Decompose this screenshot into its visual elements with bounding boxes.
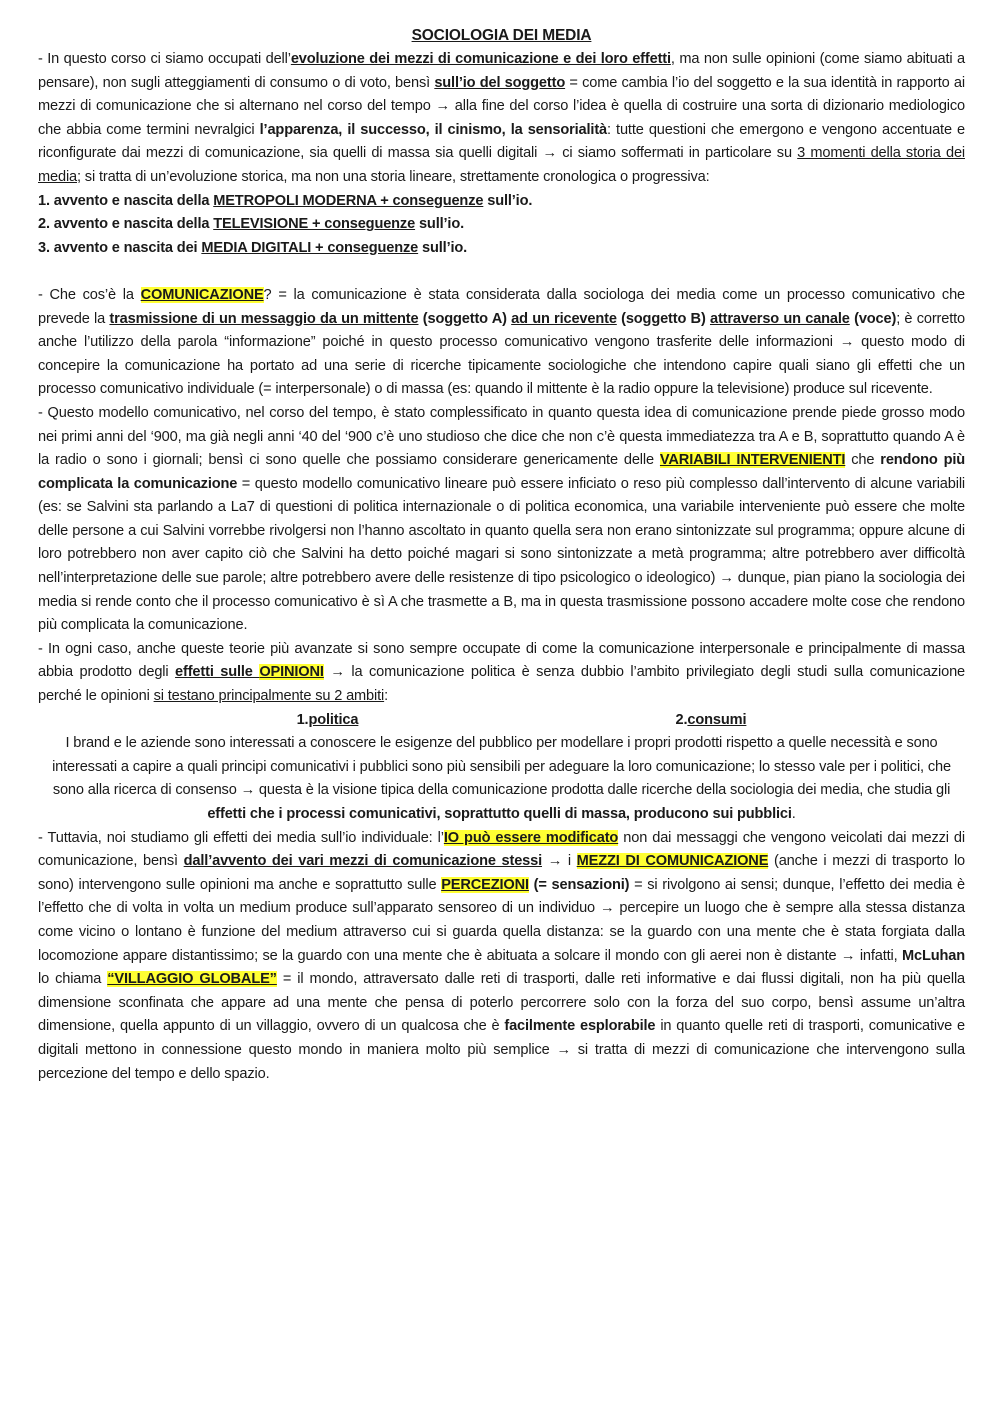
text-span: → la comunicazione politica è senza dubbio l’ambito privilegiato degli studi sulla comunicazione perché le opinioni (38, 664, 966, 705)
text-span: 3. avvento e nascita dei (38, 239, 202, 256)
text-span: TELEVISIONE + conseguenze (213, 216, 416, 233)
text-span: 1. (296, 711, 309, 728)
document-page (38, 24, 965, 1086)
text-span: politica (308, 711, 359, 728)
text-span: I brand e le aziende sono interessati a conoscere le esigenze del pubblico per modellare i propri prodotti rispetto a quelle necessità e sono interessati a capire a quali principi comunicativi i pubblici sono più sensibili per adeguare la loro comunicazione; lo stesso vale per i politici, che sono alla ricerca di consenso → questa è la visione tipica della comunicazione prodotta dalle ricerche della sociologia dei media, che studia gli (52, 735, 951, 799)
list-item (38, 213, 965, 237)
text-span: facilmente esplorabile (504, 1018, 656, 1035)
text-span: dall’avvento dei vari mezzi di comunicazione stessi (183, 853, 543, 870)
text-span: in quanto quelle reti di trasporti, comunicative e digitali mettono in connessione questo mondo in maniera molto più semplice → si tratta di mezzi di comunicazione che intervengono sulla percezione del tempo e dello spazio. (38, 1018, 965, 1082)
text-span: consumi (687, 711, 747, 728)
text-span: - In ogni caso, anche queste teorie più avanzate si sono sempre occupate di come la comunicazione interpersonale e principalmente di massa abbia prodotto degli (38, 640, 965, 681)
ambito-consumi (676, 709, 747, 733)
text-span: ; si tratta di un’evoluzione storica, ma non una storia lineare, strettamente cronologica o progressiva: (77, 168, 710, 185)
text-span: = questo modello comunicativo lineare può essere inficiato o reso più complesso dall’intervento di alcune variabili (es: se Salvini sta parlando a La7 di questioni di politica internazionale o di politica economica, una variabile interveniente può essere che molte delle persone a cui Salvini vorrebbe rivolgersi non l’hanno ascoltato in quanto quella sera non erano sintonizzate sul programma; oppure alcune di loro potrebbero non aver capito ciò che Salvini ha detto poiché magari si sono sintonizzate a metà programma; altre potrebbero aver difficoltà nell’interpretazione delle sue parole; altre potrebbero avere delle resistenze di tipo psicologico o ideologico) → dunque, pian piano la sociologia dei media si rende conto che il processo comunicativo è sì A che trasmette a B, ma in questa trasmissione possono accadere molte cose che rendono più complicata la comunicazione. (38, 475, 965, 634)
text-span: → i (542, 853, 577, 870)
text-span: l’apparenza, il successo, il cinismo, la sensorialità (259, 121, 608, 138)
text-span: 3 momenti della storia dei media (38, 145, 965, 185)
text-span: ? = la comunicazione è stata considerata dalla sociologa dei media come un processo comunicativo che prevede la (38, 286, 965, 327)
text-span: trasmissione di un messaggio da un mittente (109, 310, 419, 327)
text-span: - In questo corso ci siamo occupati dell’ (38, 51, 291, 67)
highlighted-term: “VILLAGGIO GLOBALE” (107, 971, 277, 988)
text-span: - Tuttavia, noi studiamo gli effetti dei media sull’io individuale: l’ (38, 829, 444, 846)
paragraph-tuttavia (38, 827, 965, 1087)
text-span: (voce) (849, 310, 897, 327)
text-span: 2. (675, 711, 688, 728)
highlighted-term: VARIABILI INTERVENIENTI (659, 452, 846, 469)
text-span: effetti sulle (175, 664, 260, 681)
text-span: 2. avvento e nascita della (38, 216, 214, 233)
paragraph-intro (38, 48, 965, 190)
highlighted-term: OPINIONI (259, 664, 324, 681)
text-span: , ma non sulle opinioni (come siamo abituati a pensare), non sugli atteggiamenti di consumo o di voto, bensì (38, 51, 965, 91)
document-title: SOCIOLOGIA DEI MEDIA (411, 27, 592, 44)
text-span: sull’io. (418, 239, 468, 256)
text-span: MEDIA DIGITALI + conseguenze (201, 239, 419, 256)
highlighted-term: MEZZI DI COMUNICAZIONE (576, 853, 769, 870)
text-span: = si rivolgono ai sensi; dunque, l’effetto dei media è l’effetto che di volta in volta un medium produce sull’apparato sensoreo di un individuo → percepire un luogo che è sempre alla stessa distanza come vicino o lontano è funzione del medium attraverso cui si guarda quella distanza: se la guardo con una mente che è stata forgiata dalla locomozione appare distantissimo; se la guardo con una mente che è abituata a solcare il mondo con gli aerei non è distante → infatti, (38, 876, 965, 964)
highlighted-term: IO può essere modificato (443, 829, 619, 846)
text-span: attraverso un canale (709, 310, 850, 327)
text-span: non dai messaggi che vengono veicolati dai mezzi di comunicazione, bensì (38, 829, 965, 870)
text-span: lo chiama (38, 971, 108, 988)
text-span: ad un ricevente (511, 310, 617, 327)
text-span: 1. avvento e nascita della (38, 192, 214, 209)
text-span: evoluzione dei mezzi di comunicazione e dei loro effetti (290, 51, 671, 67)
text-span: che (845, 452, 881, 469)
text-span: = il mondo, attraversato dalle reti di trasporti, dalle reti informative e dai flussi digitali, non ha più quella dimensione sconfinata che appare ad una mente che pensa di poterlo percorrere solo con la forza del suo corpo, bensì assume un’altra dimensione, quella appunto di un villaggio, ovvero di un qualcosa che è (38, 971, 965, 1035)
text-span: (= sensazioni) (528, 876, 630, 893)
ambito-politica (297, 709, 359, 733)
text-span: METROPOLI MODERNA + conseguenze (213, 192, 484, 209)
text-span: = come cambia l’io del soggetto e la sua identità in rapporto ai mezzi di comunicazione che si alternano nel corso del tempo → alla fine del corso l’idea è quella di costruire una sorta di dizionario mediologico che abbia come termini nevralgici (38, 74, 965, 138)
paragraph-comunicazione (38, 284, 965, 402)
paragraph-opinioni (38, 638, 965, 709)
text-span: rendono più complicata la comunicazione (38, 452, 966, 492)
paragraph-modello (38, 402, 965, 638)
text-span: (anche i mezzi di trasporto lo sono) intervengono sulle opinioni ma anche e soprattutto sulle (38, 853, 966, 893)
text-span: McLuhan (902, 947, 965, 964)
highlighted-term: PERCEZIONI (441, 876, 529, 893)
text-span: si testano principalmente su 2 ambiti (153, 688, 385, 705)
text-span: : (384, 688, 389, 705)
list-item (38, 190, 965, 214)
blank-line (38, 260, 965, 284)
text-span: sull’io del soggetto (434, 74, 566, 91)
text-span: sull’io. (483, 192, 533, 209)
text-span: ; è corretto anche l’utilizzo della parola “informazione” poiché in questo processo comunicativo vengono trasferite delle informazioni → questo modo di concepire la comunicazione ha portato ad una serie di ricerche tipicamente sociologiche che intendono capire quali siano gli effetti che un processo comunicativo individuale (= interpersonale) o di massa (es: quando il mittente è la radio oppure la televisione) produce sul ricevente. (38, 310, 965, 398)
ambiti-columns (38, 709, 965, 733)
highlighted-term: COMUNICAZIONE (140, 286, 264, 303)
text-span: : tutte questioni che emergono e vengono accentuate e riconfigurate dai mezzi di comunicazione, sia quelli di massa sia quelli digitali → ci siamo soffermati in particolare su (38, 121, 966, 162)
text-span: (soggetto B) (616, 310, 710, 327)
text-span: - Questo modello comunicativo, nel corso del tempo, è stato complessificato in quanto questa idea di comunicazione prende piede grosso modo nei primi anni del ‘900, ma già negli anni ‘40 del ‘900 c’è uno studioso che dice che non c’è questa immediatezza tra A e B, soprattutto quando A è la radio o sono i giornali; bensì ci sono quelle che possiamo considerare genericamente delle (38, 404, 965, 469)
text-span: - Che cos’è la (38, 286, 141, 303)
text-span: (soggetto A) (418, 310, 512, 327)
paragraph-brand (38, 732, 965, 826)
list-item (38, 237, 965, 261)
text-span: . (791, 806, 796, 822)
text-span: effetti che i processi comunicativi, soprattutto quelli di massa, producono sui pubblici (207, 806, 792, 822)
text-span: sull’io. (415, 216, 464, 233)
